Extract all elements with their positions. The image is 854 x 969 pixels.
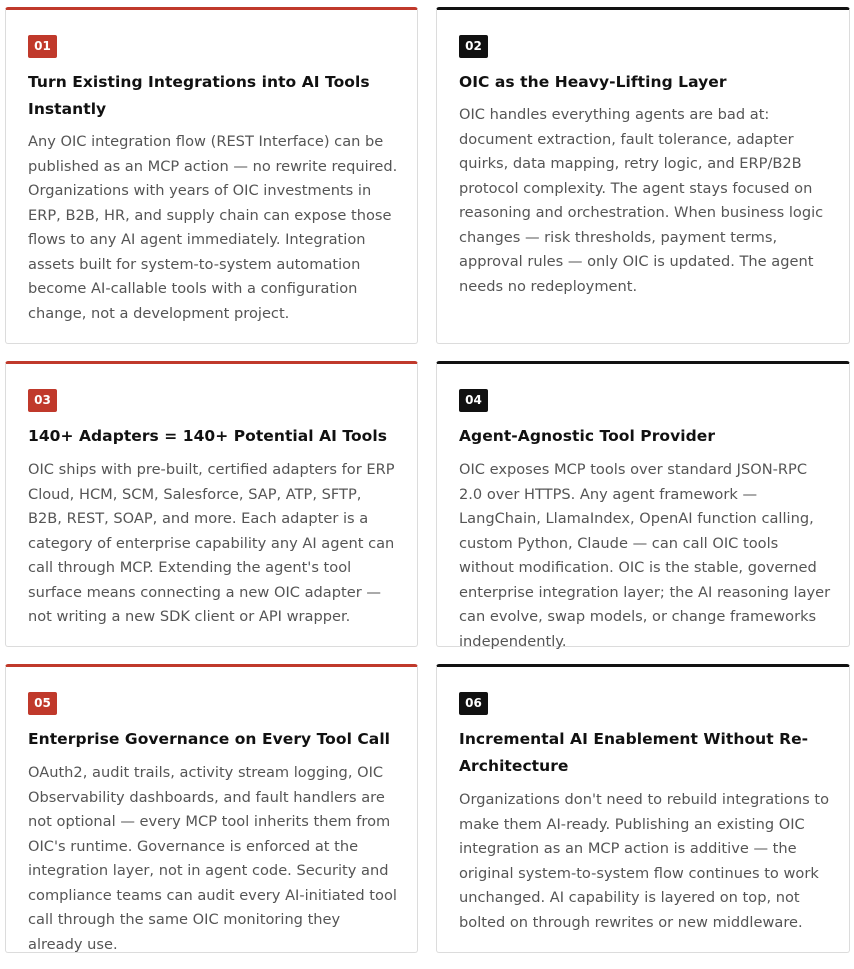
card-title: OIC as the Heavy-Lifting Layer xyxy=(459,73,727,91)
card-body: OIC ships with pre-built, certified adapters for ERP Cloud, HCM, SCM, Salesforce, SAP, ATP, SFTP, B2B, REST, SOAP, and more. Each adapter is a category of enterprise capability any AI agent can call through MCP. Extending the agent's tool surface means connecting a new OIC adapter — not writing a new SDK client or API wrapper. xyxy=(28,461,395,625)
card-number-badge: 05 xyxy=(28,692,57,715)
card-title: Turn Existing Integrations into AI Tools Instantly xyxy=(28,73,370,118)
card-body: OIC exposes MCP tools over standard JSON-RPC 2.0 over HTTPS. Any agent framework — LangChain, LlamaIndex, OpenAI function calling, custom Python, Claude — can call OIC tools without modification. OIC is the stable, governed enterprise integration layer; the AI reasoning layer can evolve, swap models, or change frameworks independently. xyxy=(459,461,831,650)
feature-card-06 xyxy=(436,664,850,953)
card-number-badge: 04 xyxy=(459,389,488,412)
card-number-badge: 02 xyxy=(459,35,488,58)
card-title: Incremental AI Enablement Without Re-Architecture xyxy=(459,730,809,775)
feature-card-05 xyxy=(5,664,418,953)
feature-card-02 xyxy=(436,7,850,344)
card-body: OIC handles everything agents are bad at: document extraction, fault tolerance, adapter quirks, data mapping, retry logic, and ERP/B2B protocol complexity. The agent stays focused on reasoning and orchestration. When business logic changes — risk thresholds, payment terms, approval rules — only OIC is updated. The agent needs no redeployment. xyxy=(459,106,824,295)
card-body: Organizations don't need to rebuild integrations to make them AI-ready. Publishing an existing OIC integration as an MCP action is additive — the original system-to-system flow continues to work unchanged. AI capability is layered on top, not bolted on through rewrites or new middleware. xyxy=(459,791,829,931)
card-body: OAuth2, audit trails, activity stream logging, OIC Observability dashboards, and fault handlers are not optional — every MCP tool inherits them from OIC's runtime. Governance is enforced at the integration layer, not in agent code. Security and compliance teams can audit every AI-initiated tool call through the same OIC monitoring they already use. xyxy=(28,764,397,953)
feature-card-01 xyxy=(5,7,418,344)
card-title: 140+ Adapters = 140+ Potential AI Tools xyxy=(28,427,388,445)
card-number-badge: 03 xyxy=(28,389,57,412)
card-number-badge: 06 xyxy=(459,692,488,715)
card-number-badge: 01 xyxy=(28,35,57,58)
card-title: Agent-Agnostic Tool Provider xyxy=(459,427,716,445)
feature-card-03 xyxy=(5,361,418,647)
card-body: Any OIC integration flow (REST Interface) can be published as an MCP action — no rewrite required. Organizations with years of OIC investments in ERP, B2B, HR, and supply chain can expose those flows to any AI agent immediately. Integration assets built for system-to-system automation become AI-callable tools with a configuration change, not a development project. xyxy=(28,133,398,322)
feature-card-04 xyxy=(436,361,850,650)
card-title: Enterprise Governance on Every Tool Call xyxy=(28,730,391,748)
